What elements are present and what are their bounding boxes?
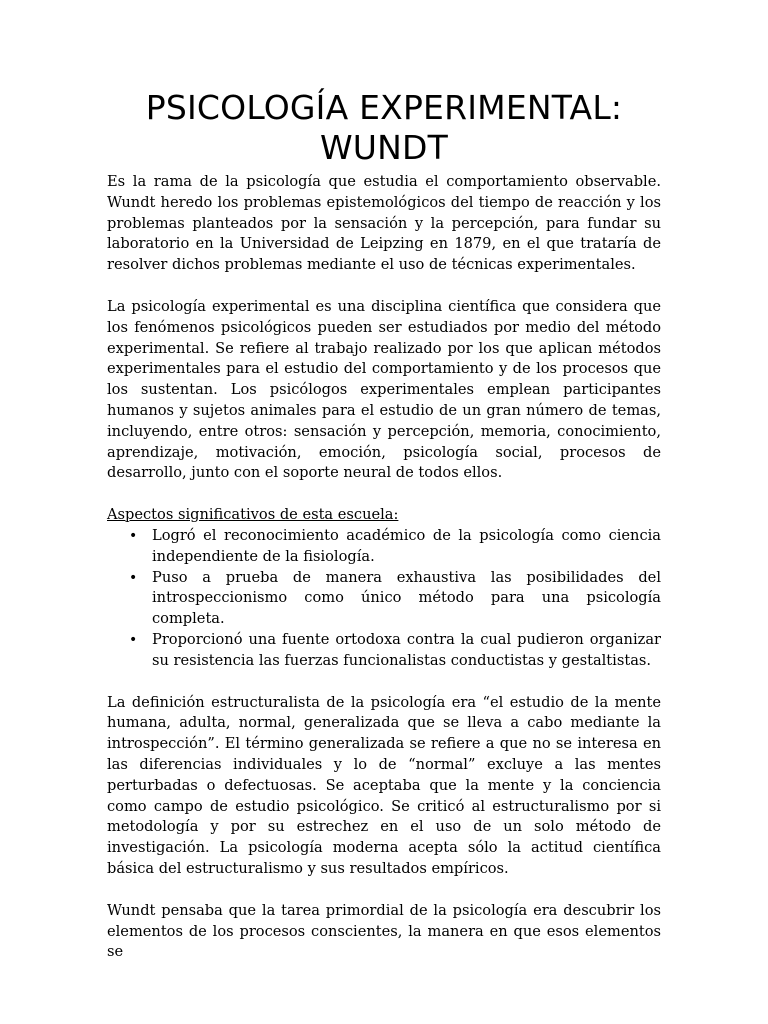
paragraph-definition: La psicología experimental es una disciplina científica que considera que los fenómenos psicológicos pueden ser estudiados por medio del método experimental. Se refiere al trabajo realizado por los que aplican métodos experimentales para el estudio del comportamiento y de los procesos que los sustentan. Los psicólogos experimentales emplean participantes humanos y sujetos animales para el estudio de un gran número de temas, incluyendo, entre otros: sensación y percepción, memoria, conocimiento, aprendizaje, motivación, emoción, psicología social, procesos de desarrollo, junto con el soporte neural de todos ellos. [107,297,661,482]
paragraph-intro: Es la rama de la psicología que estudia el comportamiento observable. Wundt heredo los problemas epistemológicos del tiempo de reacción y los problemas planteados por la sensación y la percepción, para fundar su laboratorio en la Universidad de Leipzing en 1879, en el que trataría de resolver dichos problemas mediante el uso de técnicas experimentales. [107,173,661,274]
paragraph-wundt-task: Wundt pensaba que la tarea primordial de la psicología era descubrir los elementos de los procesos conscientes, la manera en que esos elementos se [107,901,661,961]
list-item [107,526,661,568]
bullet-icon: • [129,631,138,648]
list-item-text: Puso a prueba de manera exhaustiva las posibilidades del introspeccionismo como único método para una psicología completa. [152,568,661,628]
document-page [107,88,661,984]
document-title [107,88,661,168]
bullet-icon: • [129,569,138,586]
list-item [107,630,661,672]
title-line-2: WUNDT [319,128,449,167]
aspects-heading: Aspectos significativos de esta escuela: [107,506,399,524]
title-line-1: PSICOLOGÍA EXPERIMENTAL: [145,88,623,127]
list-item-text: Proporcionó una fuente ortodoxa contra la cual pudieron organizar su resistencia las fuerzas funcionalistas conductistas y gestaltistas. [152,630,661,669]
aspects-list [107,526,661,672]
paragraph-structuralism: La definición estructuralista de la psicología era “el estudio de la mente humana, adulta, normal, generalizada que se lleva a cabo mediante la introspección”. El término generalizada se refiere a que no se interesa en las diferencias individuales y lo de “normal” excluye a las mentes perturbadas o defectuosas. Se aceptaba que la mente y la conciencia como campo de estudio psicológico. Se criticó al estructuralismo por si metodología y por su estrechez en el uso de un solo método de investigación. La psicología moderna acepta sólo la actitud científica básica del estructuralismo y sus resultados empíricos. [107,693,661,877]
list-item-text: Logró el reconocimiento académico de la psicología como ciencia independiente de la fisiología. [152,526,661,565]
list-item [107,568,661,630]
bullet-icon: • [129,527,138,544]
